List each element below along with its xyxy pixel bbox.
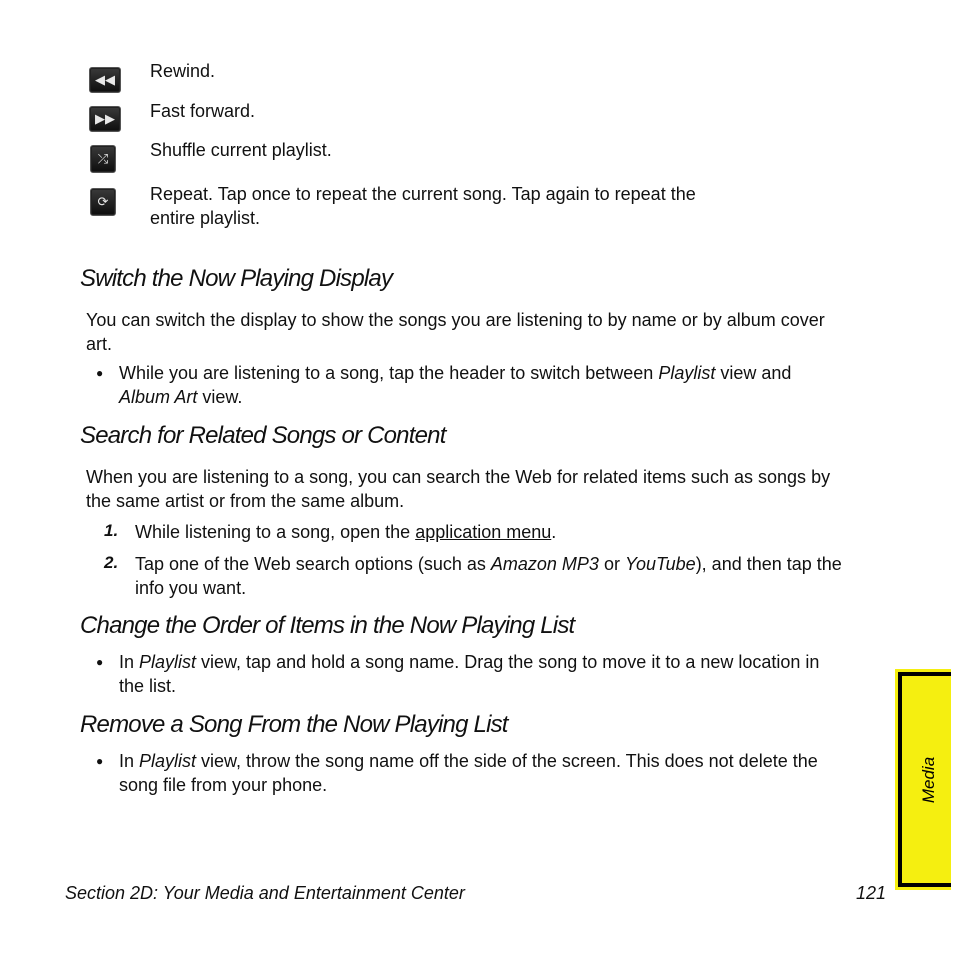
change-order-bullet: In Playlist view, tap and hold a song name. Drag the song to move it to a new location in the list. [119,652,820,696]
shuffle-description: Shuffle current playlist. [150,140,332,160]
bullet-marker: ● [96,655,104,669]
search-step-2: Tap one of the Web search options (such as Amazon MP3 or YouTube), and then tap the info you want. [135,554,842,598]
remove-song-bullet: In Playlist view, throw the song name off the side of the screen. This does not delete the song file from your phone. [119,751,818,795]
heading-switch-display: Switch the Now Playing Display [80,265,393,292]
switch-display-paragraph: You can switch the display to show the songs you are listening to by name or by album cover art. [86,310,825,354]
repeat-description: Repeat. Tap once to repeat the current song. Tap again to repeat the entire playlist. [150,184,696,228]
search-paragraph: When you are listening to a song, you can search the Web for related items such as songs by the same artist or from the same album. [86,467,831,511]
switch-display-bullet: While you are listening to a song, tap the header to switch between Playlist view and Album Art view. [119,363,792,407]
repeat-icon: ⟳ [90,188,116,216]
bullet-marker: ● [96,754,104,768]
step-number-2: 2. [104,553,119,572]
rewind-icon: ◀◀ [89,67,121,93]
rewind-description: Rewind. [150,61,216,81]
bullet-marker: ● [96,366,104,380]
page-number: 121 [856,883,887,903]
application-menu-link[interactable]: application menu [415,522,552,542]
step-number-1: 1. [104,521,119,540]
fast-forward-icon: ▶▶ [89,106,121,132]
heading-change-order: Change the Order of Items in the Now Playing List [80,612,575,639]
heading-search: Search for Related Songs or Content [80,422,446,449]
footer-section-title: Section 2D: Your Media and Entertainment Center [65,883,465,903]
side-tab-label: Media [919,756,938,804]
heading-remove-song: Remove a Song From the Now Playing List [80,711,508,738]
fast-forward-description: Fast forward. [150,101,256,121]
search-step-1: While listening to a song, open the application menu. [135,522,557,542]
shuffle-icon: ⤮ [90,145,116,173]
